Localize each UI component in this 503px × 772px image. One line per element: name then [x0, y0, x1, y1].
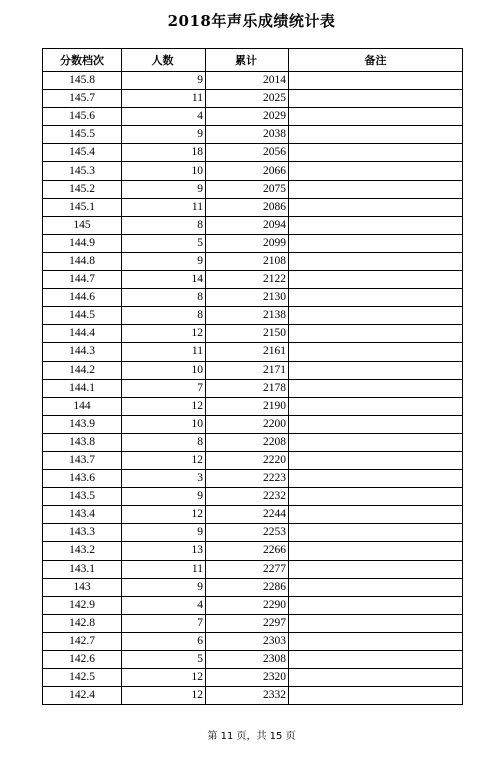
- cell-note: [289, 180, 463, 198]
- cell-count: 6: [122, 632, 206, 650]
- cell-score: 145.5: [43, 126, 122, 144]
- cell-note: [289, 144, 463, 162]
- cell-note: [289, 470, 463, 488]
- cell-score: 143.8: [43, 433, 122, 451]
- cell-cumulative: 2108: [206, 252, 289, 270]
- cell-score: 143.6: [43, 470, 122, 488]
- cell-note: [289, 234, 463, 252]
- table-row: [43, 126, 463, 144]
- header-note: 备注: [289, 49, 463, 72]
- cell-count: 3: [122, 470, 206, 488]
- score-statistics-table: [42, 48, 463, 705]
- cell-note: [289, 271, 463, 289]
- table-row: [43, 379, 463, 397]
- table-row: [43, 361, 463, 379]
- cell-count: 11: [122, 198, 206, 216]
- cell-cumulative: 2297: [206, 614, 289, 632]
- cell-count: 9: [122, 578, 206, 596]
- cell-count: 10: [122, 415, 206, 433]
- cell-score: 145.3: [43, 162, 122, 180]
- cell-note: [289, 596, 463, 614]
- cell-count: 9: [122, 252, 206, 270]
- table-row: [43, 506, 463, 524]
- table-row: [43, 687, 463, 705]
- table-body: [43, 72, 463, 705]
- cell-count: 4: [122, 596, 206, 614]
- table-row: [43, 669, 463, 687]
- cell-count: 12: [122, 669, 206, 687]
- cell-count: 12: [122, 325, 206, 343]
- cell-count: 8: [122, 216, 206, 234]
- table-row: [43, 397, 463, 415]
- cell-score: 143.3: [43, 524, 122, 542]
- cell-note: [289, 252, 463, 270]
- cell-cumulative: 2130: [206, 289, 289, 307]
- cell-score: 144: [43, 397, 122, 415]
- cell-cumulative: 2161: [206, 343, 289, 361]
- cell-count: 9: [122, 126, 206, 144]
- cell-count: 7: [122, 614, 206, 632]
- cell-note: [289, 361, 463, 379]
- cell-note: [289, 397, 463, 415]
- cell-note: [289, 108, 463, 126]
- cell-cumulative: 2056: [206, 144, 289, 162]
- page-title: 2018年声乐成绩统计表: [167, 12, 336, 30]
- table-row: [43, 451, 463, 469]
- cell-score: 144.8: [43, 252, 122, 270]
- cell-score: 145.4: [43, 144, 122, 162]
- cell-count: 13: [122, 542, 206, 560]
- cell-cumulative: 2178: [206, 379, 289, 397]
- cell-count: 10: [122, 162, 206, 180]
- cell-cumulative: 2014: [206, 72, 289, 90]
- cell-count: 12: [122, 506, 206, 524]
- cell-cumulative: 2266: [206, 542, 289, 560]
- cell-count: 11: [122, 343, 206, 361]
- cell-cumulative: 2138: [206, 307, 289, 325]
- cell-count: 5: [122, 651, 206, 669]
- cell-cumulative: 2220: [206, 451, 289, 469]
- cell-note: [289, 578, 463, 596]
- table-row: [43, 614, 463, 632]
- table-row: [43, 578, 463, 596]
- table-row: [43, 470, 463, 488]
- cell-note: [289, 90, 463, 108]
- cell-note: [289, 216, 463, 234]
- cell-note: [289, 669, 463, 687]
- cell-cumulative: 2232: [206, 488, 289, 506]
- table-row: [43, 90, 463, 108]
- cell-note: [289, 325, 463, 343]
- cell-score: 144.6: [43, 289, 122, 307]
- cell-note: [289, 488, 463, 506]
- cell-cumulative: 2190: [206, 397, 289, 415]
- cell-score: 143.7: [43, 451, 122, 469]
- table-row: [43, 596, 463, 614]
- cell-note: [289, 614, 463, 632]
- cell-score: 142.4: [43, 687, 122, 705]
- cell-note: [289, 524, 463, 542]
- cell-cumulative: 2094: [206, 216, 289, 234]
- cell-count: 9: [122, 180, 206, 198]
- cell-count: 10: [122, 361, 206, 379]
- table-row: [43, 632, 463, 650]
- header-count: 人数: [122, 49, 206, 72]
- header-cumulative: 累计: [206, 49, 289, 72]
- cell-score: 144.4: [43, 325, 122, 343]
- table-row: [43, 108, 463, 126]
- cell-score: 142.5: [43, 669, 122, 687]
- cell-note: [289, 289, 463, 307]
- cell-count: 11: [122, 560, 206, 578]
- cell-cumulative: 2150: [206, 325, 289, 343]
- cell-score: 143.9: [43, 415, 122, 433]
- cell-cumulative: 2038: [206, 126, 289, 144]
- cell-cumulative: 2277: [206, 560, 289, 578]
- table-row: [43, 180, 463, 198]
- cell-score: 143.1: [43, 560, 122, 578]
- cell-score: 144.7: [43, 271, 122, 289]
- cell-cumulative: 2086: [206, 198, 289, 216]
- cell-score: 144.2: [43, 361, 122, 379]
- cell-note: [289, 651, 463, 669]
- cell-cumulative: 2332: [206, 687, 289, 705]
- cell-cumulative: 2029: [206, 108, 289, 126]
- cell-cumulative: 2075: [206, 180, 289, 198]
- table-row: [43, 560, 463, 578]
- table-row: [43, 72, 463, 90]
- cell-cumulative: 2208: [206, 433, 289, 451]
- cell-score: 143.2: [43, 542, 122, 560]
- table-row: [43, 271, 463, 289]
- cell-count: 12: [122, 451, 206, 469]
- cell-cumulative: 2223: [206, 470, 289, 488]
- cell-score: 143.4: [43, 506, 122, 524]
- cell-cumulative: 2171: [206, 361, 289, 379]
- table-row: [43, 144, 463, 162]
- cell-cumulative: 2025: [206, 90, 289, 108]
- table-header-row: [43, 49, 463, 72]
- cell-note: [289, 379, 463, 397]
- table-row: [43, 289, 463, 307]
- cell-count: 12: [122, 397, 206, 415]
- cell-score: 142.9: [43, 596, 122, 614]
- cell-cumulative: 2286: [206, 578, 289, 596]
- cell-score: 142.8: [43, 614, 122, 632]
- cell-score: 144.3: [43, 343, 122, 361]
- cell-score: 145.6: [43, 108, 122, 126]
- cell-count: 9: [122, 524, 206, 542]
- cell-count: 8: [122, 289, 206, 307]
- cell-note: [289, 162, 463, 180]
- cell-count: 12: [122, 687, 206, 705]
- cell-cumulative: 2308: [206, 651, 289, 669]
- cell-note: [289, 451, 463, 469]
- table-row: [43, 651, 463, 669]
- cell-score: 145.8: [43, 72, 122, 90]
- cell-score: 144.5: [43, 307, 122, 325]
- table-row: [43, 307, 463, 325]
- cell-note: [289, 542, 463, 560]
- cell-note: [289, 343, 463, 361]
- cell-count: 9: [122, 72, 206, 90]
- cell-cumulative: 2122: [206, 271, 289, 289]
- cell-score: 142.6: [43, 651, 122, 669]
- cell-count: 8: [122, 307, 206, 325]
- cell-cumulative: 2099: [206, 234, 289, 252]
- table-row: [43, 343, 463, 361]
- cell-note: [289, 687, 463, 705]
- cell-cumulative: 2290: [206, 596, 289, 614]
- table-row: [43, 488, 463, 506]
- cell-count: 11: [122, 90, 206, 108]
- cell-score: 143.5: [43, 488, 122, 506]
- cell-cumulative: 2303: [206, 632, 289, 650]
- cell-count: 7: [122, 379, 206, 397]
- cell-note: [289, 72, 463, 90]
- cell-note: [289, 198, 463, 216]
- table-row: [43, 162, 463, 180]
- cell-cumulative: 2200: [206, 415, 289, 433]
- cell-cumulative: 2253: [206, 524, 289, 542]
- cell-score: 145: [43, 216, 122, 234]
- cell-count: 14: [122, 271, 206, 289]
- cell-note: [289, 433, 463, 451]
- cell-count: 4: [122, 108, 206, 126]
- cell-count: 9: [122, 488, 206, 506]
- cell-note: [289, 126, 463, 144]
- table-row: [43, 524, 463, 542]
- cell-score: 145.7: [43, 90, 122, 108]
- cell-note: [289, 632, 463, 650]
- cell-score: 142.7: [43, 632, 122, 650]
- cell-score: 145.2: [43, 180, 122, 198]
- cell-score: 145.1: [43, 198, 122, 216]
- table-row: [43, 216, 463, 234]
- cell-cumulative: 2244: [206, 506, 289, 524]
- table-row: [43, 542, 463, 560]
- cell-score: 144.1: [43, 379, 122, 397]
- cell-cumulative: 2320: [206, 669, 289, 687]
- cell-cumulative: 2066: [206, 162, 289, 180]
- page-footer: 第 11 页，共 15 页: [207, 731, 296, 742]
- cell-note: [289, 415, 463, 433]
- table-row: [43, 433, 463, 451]
- table-row: [43, 325, 463, 343]
- cell-note: [289, 506, 463, 524]
- table-row: [43, 198, 463, 216]
- table-row: [43, 415, 463, 433]
- table-row: [43, 252, 463, 270]
- cell-score: 144.9: [43, 234, 122, 252]
- cell-count: 8: [122, 433, 206, 451]
- table-row: [43, 234, 463, 252]
- cell-note: [289, 307, 463, 325]
- cell-note: [289, 560, 463, 578]
- cell-count: 5: [122, 234, 206, 252]
- cell-count: 18: [122, 144, 206, 162]
- cell-score: 143: [43, 578, 122, 596]
- header-score: 分数档次: [43, 49, 122, 72]
